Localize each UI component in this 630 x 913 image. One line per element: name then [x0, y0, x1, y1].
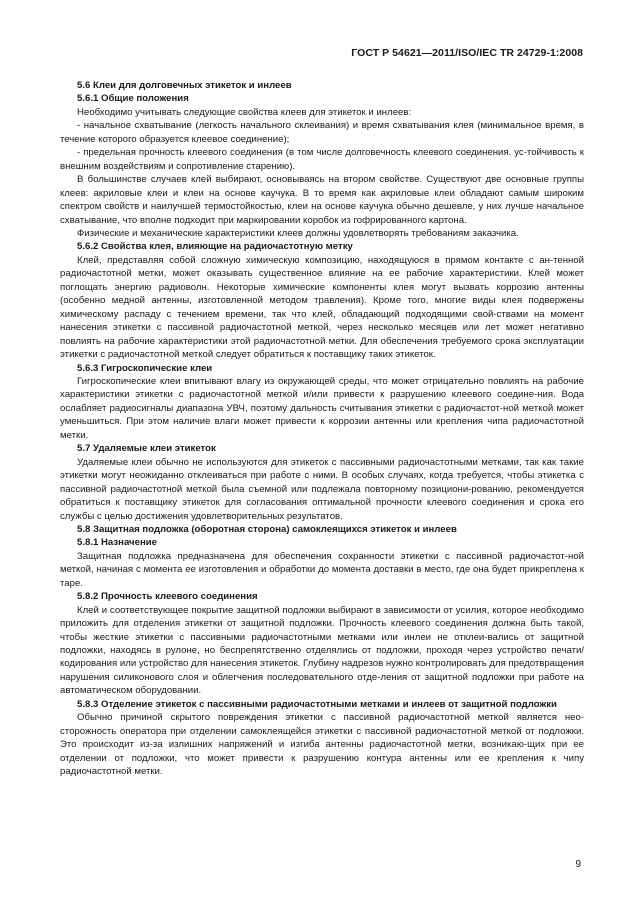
section-heading-5-6-2: 5.6.2 Свойства клея, влияющие на радиочастотную метку: [77, 241, 353, 253]
section-heading-5-6-3: 5.6.3 Гигроскопические клеи: [77, 362, 213, 374]
section-heading-5-8-2: 5.8.2 Прочность клеевого соединения: [77, 591, 258, 603]
section-heading-5-6-1: 5.6.1 Общие положения: [77, 93, 189, 105]
paragraph: Физические и механические характеристики клеев должны удовлетворять требованиям заказчика.: [77, 227, 519, 239]
section-heading-5-7: 5.7 Удаляемые клеи этикеток: [77, 443, 216, 455]
paragraph: Защитная подложка предназначена для обеспечения сохранности этикетки с пассивной радиочастот-ной меткой, начиная с момента ее изготовления и обработки до момента доставки в место, где она будет прикреплена к таре.: [60, 550, 584, 589]
paragraph: Клей и соответствующее покрытие защитной подложки выбирают в зависимости от усилия, которое необходимо приложить для отделения этикетки от защитной подложки. Прочность клеевого соединения должна быть такой, чтобы жесткие этикетки с пассивными радиочастотными метками или инлеи не отклеи-вались от защитной подложки, находясь в рулоне, но беспрепятственно отделялись от подложки, проходя через устройство печати/кодирования или устройство для нанесения этикеток. Глубину надрезов нужно контролировать для предотвращения нарушения силиконового слоя и облегчения последовательного отде-ления от защитной подложки при работе на автоматическом оборудовании.: [60, 604, 584, 697]
section-heading-5-8-3: 5.8.3 Отделение этикеток с пассивными радиочастотными метками и инлеев от защитной подложки: [77, 698, 557, 710]
paragraph: В большинстве случаев клей выбирают, основываясь на втором свойстве. Существуют две основные группы клеев: акриловые клеи и клеи на основе каучука. В то время как акриловые клеи обладают самым широким спектром свойств и наилучшей термостойкостью, клеи на основе каучука обычно дешевле, у них лучше начальное схватывание, что вполне подходит при маркировании коробок из гофрированного картона.: [60, 174, 584, 226]
page-number: 9: [575, 859, 581, 870]
paragraph: Обычно причиной скрытого повреждения этикетки с пассивной радиочастотной меткой является нео-сторожность оператора при отделении самоклеящейся этикетки с пассивной радиочастотной меткой от подложки. Это происходит из-за излишних напряжений и изгиба антенны радиочастотной метки, возникаю-щих при ее отделении от подложки, что может привести к разрушению контура антенны или ее крепления к чипу радиочастотной метки.: [60, 712, 584, 778]
paragraph: Клей, представляя собой сложную химическую композицию, находящуюся в прямом контакте с ан-тенной радиочастотной метки, может оказывать существенное влияние на ее рабочие характеристики. Клей может поглощать энергию радиоволн. Некоторые химические компоненты клея могут вызвать коррозию антенны (особенно медной антенны, изготовленной методом травления). Кроме того, многие виды клея подвержены химическому распаду с течением времени, так что клей, обладающий подходящими свой-ствами на момент нанесения этикетки с пассивной радиочастотной меткой, через несколько месяцев или лет может негативно повлиять на рабочие характеристики этой радиочастотной метки. Для обеспечения требуемого срока эксплуатации этикетки с радиочастотной меткой следует обратиться к поставщику таких этикеток.: [60, 254, 584, 361]
paragraph: Удаляемые клеи обычно не используются для этикеток с пассивными радиочастотными метками, так как такие этикетки могут неожиданно отклеиваться при работе с ними. В особых случаях, когда требуется, чтобы этикетка с пассивной радиочастотной меткой была съемной или подлежала повторному позициони-рованию, рекомендуется обратиться к поставщику этикеток для согласования оптимальной прочности клеевого соединения и срока его службы с целью достижения удовлетворительных результатов.: [60, 456, 584, 522]
section-heading-5-6: 5.6 Клеи для долговечных этикеток и инлеев: [77, 80, 292, 91]
standard-header: ГОСТ Р 54621—2011/ISO/IEC TR 24729-1:2008: [351, 47, 583, 59]
list-item: - предельная прочность клеевого соединения (в том числе долговечность клеевого соединения. ус-тойчивость к внешним воздействиям и сопротивление старению).: [60, 147, 584, 172]
paragraph: Необходимо учитывать следующие свойства клеев для этикеток и инлеев:: [77, 106, 412, 118]
list-item: - начальное схватывание (легкость начального склеивания) и время схватывания клея (минимальное время, в течение которого образуется клеевое соединение);: [60, 120, 584, 145]
section-heading-5-8: 5.8 Защитная подложка (оборотная сторона) самоклеящихся этикеток и инлеев: [77, 523, 457, 535]
section-heading-5-8-1: 5.8.1 Назначение: [77, 537, 157, 549]
paragraph: Гигроскопические клеи впитывают влагу из окружающей среды, что может отрицательно повлиять на рабочие характеристики этикетки с радиочастотной меткой и/или привести к разрушению клеевого соедине-ния. Вода ослабляет радиосигналы диапазона УВЧ, поэтому дальность считывания этикетки с радиочастот-ной меткой может уменьшиться. При этом наличие влаги может привести к коррозии антенны или крепления чипа радиочастотной метки.: [60, 375, 584, 441]
document-body: [60, 79, 584, 779]
